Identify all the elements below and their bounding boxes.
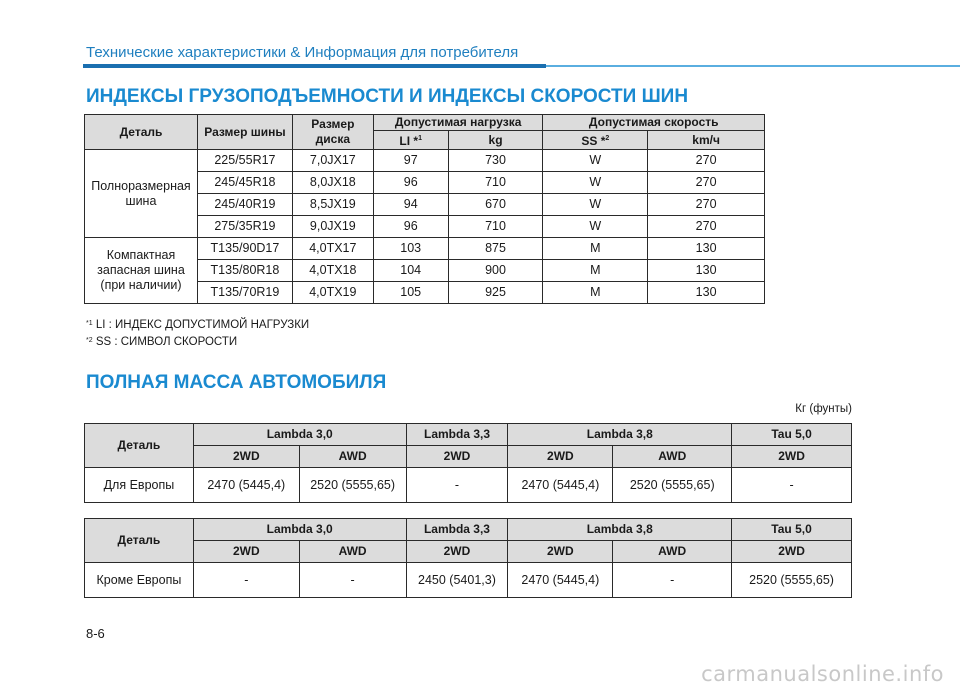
note-ss: $^{*2}$ SS : СИМВОЛ СКОРОСТИ	[86, 336, 238, 348]
tire-cell: 130	[648, 260, 765, 282]
tire-cell: 270	[648, 150, 765, 172]
page-number: 8-6	[86, 626, 105, 641]
tire-cell: T135/80R18	[197, 260, 292, 282]
mass-col-engine: Lambda 3,8	[508, 519, 732, 541]
note-li: $^{*1}$ LI : ИНДЕКС ДОПУСТИМОЙ НАГРУЗКИ	[86, 319, 310, 331]
mass-unit: Кг (фунты)	[795, 403, 852, 415]
tire-cell: 710	[448, 172, 543, 194]
tire-cell: 225/55R17	[197, 150, 292, 172]
tire-cell: 270	[648, 194, 765, 216]
col-li: LI *$^1$	[373, 131, 448, 150]
tire-cell: 8,5JX19	[292, 194, 373, 216]
tire-cell: 105	[373, 282, 448, 304]
tire-cell: 9,0JX19	[292, 216, 373, 238]
tire-table	[84, 114, 765, 304]
mass-col-engine: Lambda 3,8	[508, 424, 732, 446]
mass-row-label: Кроме Европы	[85, 563, 194, 598]
mass-col-engine: Tau 5,0	[732, 519, 852, 541]
mass-col-part: Деталь	[85, 424, 194, 468]
header-bar-dark	[83, 64, 546, 68]
mass-col-engine: Lambda 3,3	[406, 519, 508, 541]
mass-cell: 2450 (5401,3)	[406, 563, 508, 598]
mass-col-drive: AWD	[299, 446, 406, 468]
mass-col-drive: AWD	[299, 541, 406, 563]
mass-col-drive: 2WD	[193, 541, 299, 563]
mass-col-engine: Lambda 3,0	[193, 424, 406, 446]
mass-cell: -	[193, 563, 299, 598]
tire-cell: 7,0JX17	[292, 150, 373, 172]
mass-cell: 2520 (5555,65)	[613, 468, 732, 503]
tire-cell: 875	[448, 238, 543, 260]
mass-col-drive: 2WD	[732, 446, 852, 468]
tire-cell: 275/35R19	[197, 216, 292, 238]
mass-cell: -	[299, 563, 406, 598]
tire-cell: 103	[373, 238, 448, 260]
tire-cell: 925	[448, 282, 543, 304]
watermark: carmanualsonline.info	[701, 662, 944, 686]
tire-cell: 8,0JX18	[292, 172, 373, 194]
mass-table-europe	[84, 423, 852, 503]
col-speed: Допустимая скорость	[543, 115, 765, 131]
tire-cell: W	[543, 150, 648, 172]
mass-cell: 2470 (5445,4)	[508, 468, 613, 503]
col-part: Деталь	[85, 115, 198, 150]
mass-col-drive: AWD	[613, 541, 732, 563]
tire-cell: 104	[373, 260, 448, 282]
col-tire-size: Размер шины	[197, 115, 292, 150]
tire-cell: 730	[448, 150, 543, 172]
tire-cell: 4,0TX17	[292, 238, 373, 260]
tire-cell: 4,0TX18	[292, 260, 373, 282]
tire-cell: 270	[648, 172, 765, 194]
mass-cell: 2470 (5445,4)	[508, 563, 613, 598]
tire-cell: 900	[448, 260, 543, 282]
tire-cell: 670	[448, 194, 543, 216]
tire-cell: W	[543, 172, 648, 194]
tire-cell: W	[543, 216, 648, 238]
mass-section-title: ПОЛНАЯ МАССА АВТОМОБИЛЯ	[86, 372, 387, 393]
tire-cell: 130	[648, 238, 765, 260]
tire-cell: 94	[373, 194, 448, 216]
col-kg: kg	[448, 131, 543, 150]
tire-cell: M	[543, 282, 648, 304]
col-kmh: km/ч	[648, 131, 765, 150]
mass-col-engine: Tau 5,0	[732, 424, 852, 446]
tire-cell: 710	[448, 216, 543, 238]
tire-cell: 96	[373, 216, 448, 238]
mass-col-drive: 2WD	[508, 446, 613, 468]
tire-section-title: ИНДЕКСЫ ГРУЗОПОДЪЕМНОСТИ И ИНДЕКСЫ СКОРОСТИ ШИН	[86, 86, 689, 107]
header-bar-light	[546, 65, 960, 67]
tire-cell: 97	[373, 150, 448, 172]
tire-group-label: Компактная запасная шина (при наличии)	[85, 238, 198, 304]
mass-col-part: Деталь	[85, 519, 194, 563]
tire-cell: W	[543, 194, 648, 216]
mass-col-drive: 2WD	[508, 541, 613, 563]
tire-group-label: Полноразмерная шина	[85, 150, 198, 238]
tire-cell: T135/90D17	[197, 238, 292, 260]
mass-cell: 2520 (5555,65)	[299, 468, 406, 503]
tire-cell: 245/40R19	[197, 194, 292, 216]
mass-col-drive: AWD	[613, 446, 732, 468]
tire-row	[85, 150, 765, 172]
tire-cell: M	[543, 238, 648, 260]
tire-cell: 245/45R18	[197, 172, 292, 194]
col-load: Допустимая нагрузка	[373, 115, 543, 131]
mass-cell: -	[732, 468, 852, 503]
tire-row	[85, 238, 765, 260]
tire-cell: 130	[648, 282, 765, 304]
tire-cell: 270	[648, 216, 765, 238]
mass-table-non-europe	[84, 518, 852, 598]
tire-cell: 4,0TX19	[292, 282, 373, 304]
mass-row-label: Для Европы	[85, 468, 194, 503]
mass-cell: 2470 (5445,4)	[193, 468, 299, 503]
mass-cell: -	[613, 563, 732, 598]
col-rim-size: Размер диска	[292, 115, 373, 150]
mass-col-drive: 2WD	[193, 446, 299, 468]
tire-cell: T135/70R19	[197, 282, 292, 304]
mass-col-engine: Lambda 3,0	[193, 519, 406, 541]
tire-cell: M	[543, 260, 648, 282]
mass-col-engine: Lambda 3,3	[406, 424, 508, 446]
tire-cell: 96	[373, 172, 448, 194]
mass-cell: 2520 (5555,65)	[732, 563, 852, 598]
mass-cell: -	[406, 468, 508, 503]
mass-col-drive: 2WD	[406, 541, 508, 563]
col-ss: SS *$^2$	[543, 131, 648, 150]
mass-col-drive: 2WD	[732, 541, 852, 563]
header-title: Технические характеристики & Информация для потребителя	[86, 44, 519, 61]
mass-col-drive: 2WD	[406, 446, 508, 468]
